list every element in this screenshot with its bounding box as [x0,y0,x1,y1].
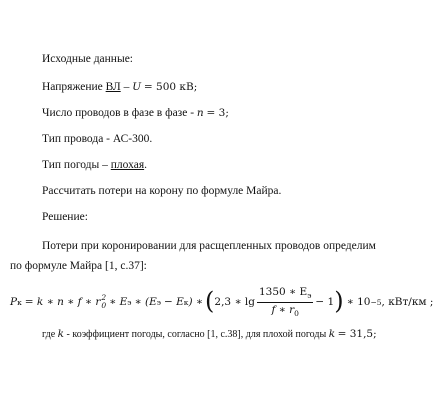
voltage-dash: – [123,81,130,93]
note-prefix: где [42,329,56,340]
voltage-abbr: ВЛ [105,81,121,93]
formula-tail-sup: −5 [370,297,382,307]
solution-heading: Решение: [42,211,88,223]
wires-var: n [196,107,204,119]
wires-value: = 3; [206,107,229,119]
formula-e-sub: э [127,297,132,307]
fraction-denominator: f ∗ $r_0$ [271,303,299,318]
formula-lhs-sub: к [17,297,22,307]
formula-fraction [257,286,313,317]
mayr-formula [10,282,433,322]
coefficient-note [42,328,377,340]
formula-part3: ∗ (E [134,296,157,308]
formula-part3-sub: э [156,297,161,307]
fraction-numerator: 1350 ∗ $E_э$ [259,286,312,301]
formula-r-sup: 2 [101,293,107,302]
formula-part4: − E [163,296,184,308]
formula-part5: ) ∗ [188,296,204,308]
weather-value: плохая [110,159,145,171]
voltage-value: = 500 кВ; [143,81,198,93]
weather-line [42,158,147,172]
voltage-line [42,80,197,94]
note-text: - коэффициент погоды, согласно [1, с.38], для плохой погоды [66,329,327,340]
formula-part1: = k ∗ n ∗ f ∗ r [24,296,101,308]
note-var2: k [328,328,336,340]
formula-minus-one: − 1 [315,296,335,308]
formula-close-paren: ) [334,287,344,315]
heading-input-data: Исходные данные: [42,53,133,65]
wire-type-line: Тип провода - АС-300. [42,133,153,145]
formula-units: , кВт/км ; [381,296,433,308]
formula-r-sub: 0 [101,301,107,310]
voltage-var: U [132,81,142,93]
weather-end: . [144,159,147,171]
voltage-label: Напряжение [42,81,103,93]
task-line: Рассчитать потери на корону по формуле Майра. [42,185,282,197]
note-var: k [57,328,65,340]
formula-coef: 2,3 ∗ lg [214,296,255,308]
wires-label: Число проводов в фазе в фазе - [42,107,195,119]
paragraph-text: Потери при коронировании для расщепленных проводов определим по формуле Майра [1, с.37]: [10,240,376,272]
note-value: = 31,5; [337,328,377,340]
formula-part2: ∗ E [109,296,128,308]
wires-line [42,106,229,120]
formula-tail: ∗ 10 [346,296,371,308]
weather-label: Тип погоды – [42,159,108,171]
formula-part4-sub: к [183,297,189,307]
formula-open-paren: ( [205,287,215,315]
formula-lhs: P [10,296,18,308]
